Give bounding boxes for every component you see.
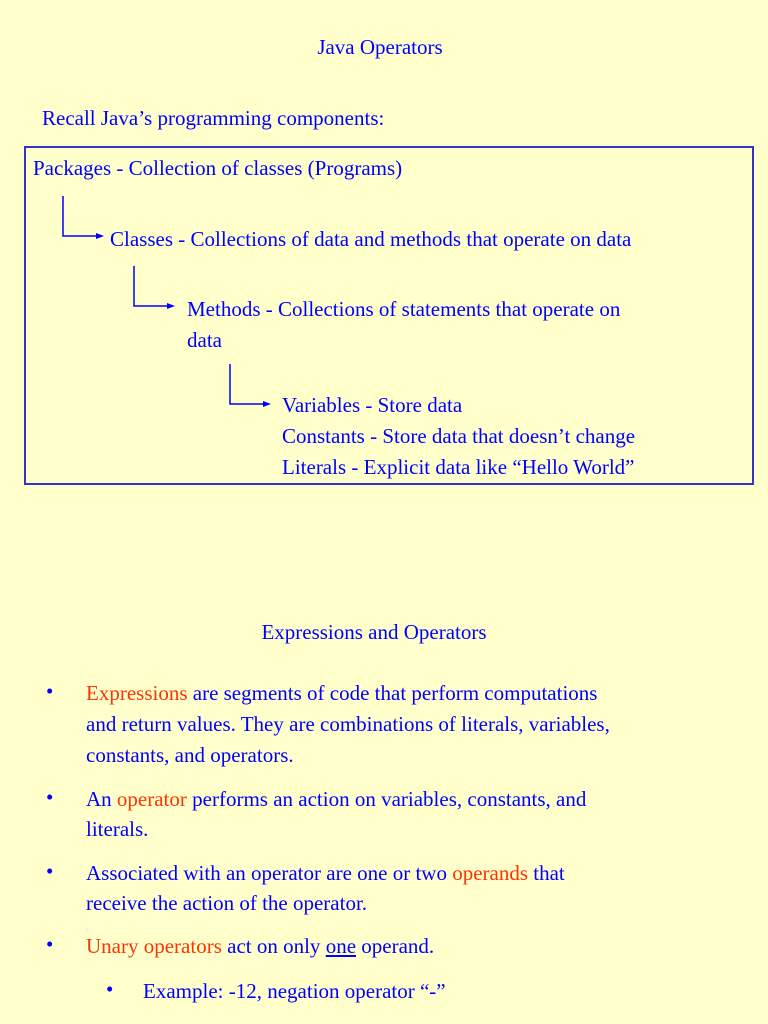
page-title: Java Operators: [317, 35, 443, 59]
sub-bullet-example: Example: -12, negation operator “-”: [143, 979, 446, 1003]
underlined-term: one: [325, 934, 357, 958]
bullet-3-line-1: [86, 858, 565, 888]
methods-label-cont: data: [187, 328, 222, 352]
highlight-term: operands: [452, 861, 529, 885]
bullet-icon: •: [106, 977, 114, 1001]
constants-label: Constants - Store data that doesn’t change: [282, 424, 636, 448]
classes-label: Classes - Collections of data and methods that operate on data: [110, 227, 632, 251]
bullet-text: Associated with an operator are one or two: [86, 861, 453, 885]
bullet-4-line-1: [86, 931, 434, 961]
connector-arrow-icon: [131, 266, 177, 312]
bullet-text: are segments of code that perform computations: [187, 681, 598, 705]
connector-arrow-icon: [227, 364, 273, 410]
bullet-text: that: [528, 861, 565, 885]
connector-arrow-icon: [60, 196, 106, 242]
bullet-2-line-1: [86, 784, 586, 814]
bullet-1-line-2: and return values. They are combinations of literals, variables,: [86, 712, 610, 736]
bullet-icon: •: [46, 859, 54, 883]
bullet-1-line-3: constants, and operators.: [86, 743, 294, 767]
bullet-3-line-2: receive the action of the operator.: [86, 891, 368, 915]
methods-label: Methods - Collections of statements that operate on: [187, 297, 621, 321]
bullet-2-line-2: literals.: [86, 817, 149, 841]
bullet-icon: •: [46, 785, 54, 809]
bullet-icon: •: [46, 932, 54, 956]
literals-label: Literals - Explicit data like “Hello World”: [282, 455, 635, 479]
highlight-term: operator: [116, 787, 187, 811]
bullet-text: An: [86, 787, 117, 811]
highlight-term: Unary operators: [86, 934, 222, 958]
packages-label: Packages - Collection of classes (Programs): [33, 156, 403, 180]
recall-heading: Recall Java’s programming components:: [42, 106, 385, 130]
variables-label: Variables - Store data: [282, 393, 463, 417]
section-title: Expressions and Operators: [261, 620, 487, 644]
bullet-text: operand.: [356, 934, 435, 958]
highlight-term: Expressions: [86, 681, 188, 705]
bullet-1-line-1: [86, 678, 597, 708]
bullet-icon: •: [46, 679, 54, 703]
bullet-text: act on only: [221, 934, 326, 958]
bullet-text: performs an action on variables, constants, and: [186, 787, 587, 811]
